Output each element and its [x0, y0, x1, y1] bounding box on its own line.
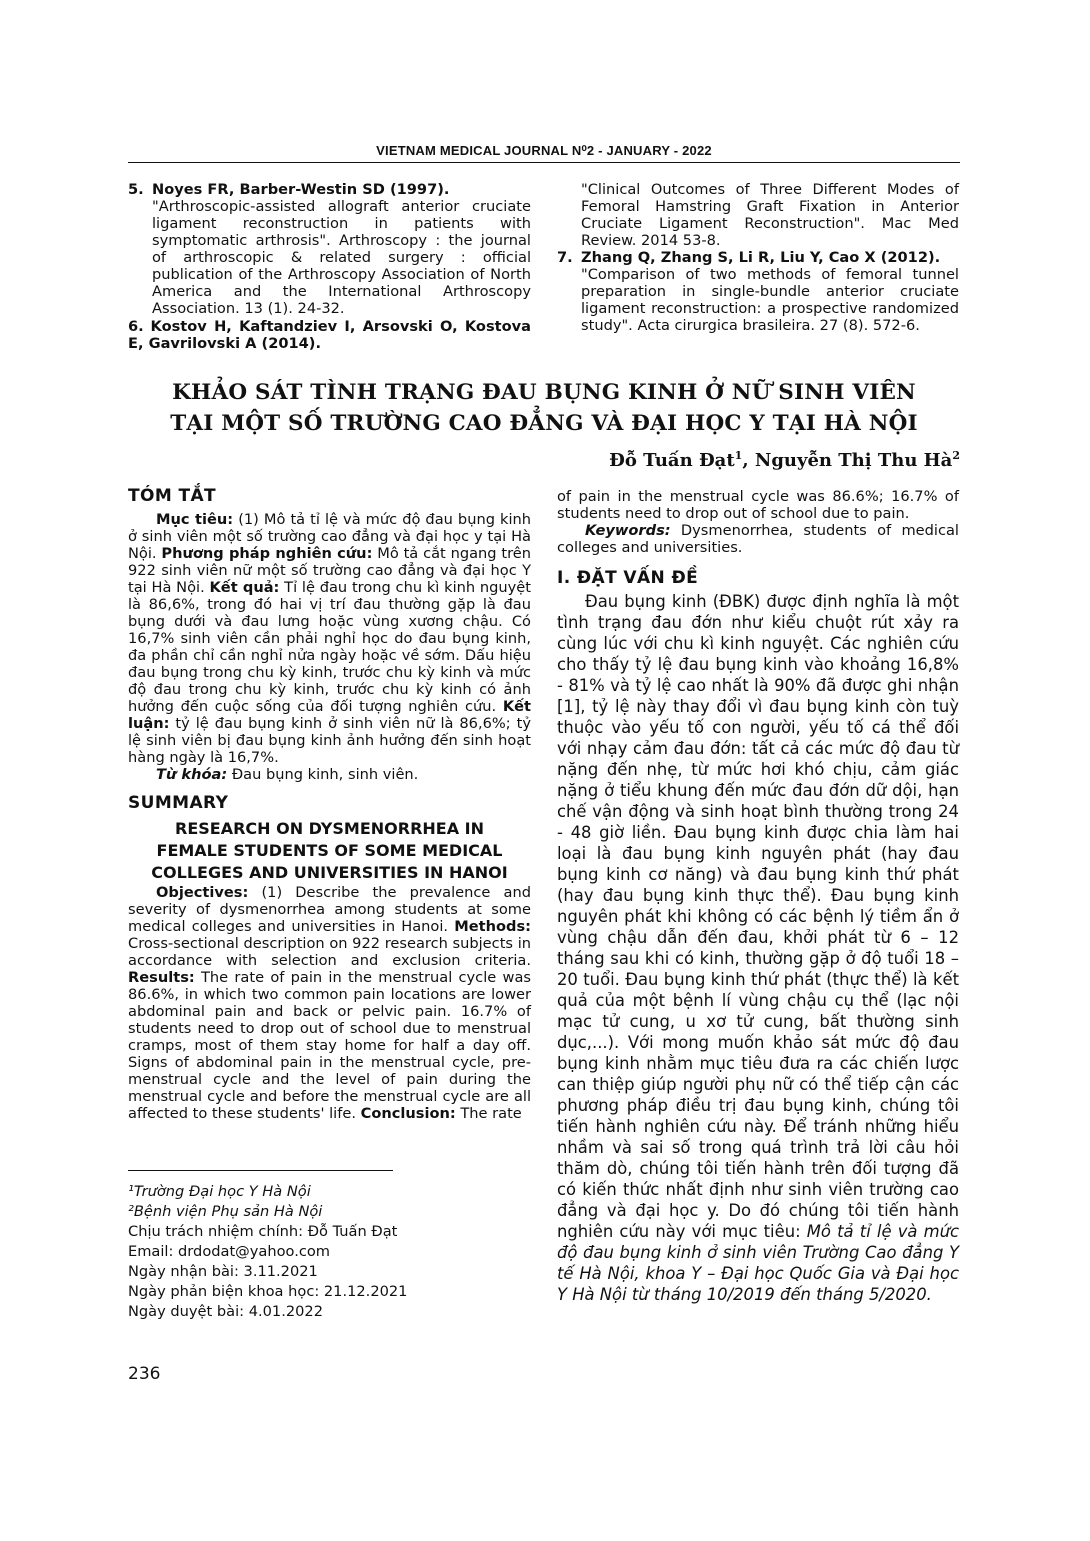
right-column [557, 488, 959, 1305]
footnote-rule [128, 1170, 393, 1171]
abstract-column [128, 488, 531, 1122]
article-title: KHẢO SÁT TÌNH TRẠNG ĐAU BỤNG KINH Ở NỮ SINH VIÊN TẠI MỘT SỐ TRƯỜNG CAO ĐẲNG VÀ ĐẠI HỌC Y TẠI HÀ NỘI [170, 380, 918, 436]
summary-heading: SUMMARY [128, 793, 229, 813]
tomtat-heading: TÓM TẮT [128, 486, 217, 506]
header-rule [128, 162, 960, 163]
intro-heading: I. ĐẶT VẤN ĐỀ [557, 568, 699, 588]
references-right [557, 181, 959, 334]
authors: Đỗ Tuấn Đạt$^1$, Nguyễn Thị Thu $Hà^2$ [609, 449, 960, 471]
summary-keywords: Keywords: Dysmenorrhea, students of medical colleges and universities. [557, 522, 959, 556]
page-number: 236 [128, 1364, 161, 1384]
footnotes: ¹Trường Đại học Y Hà Nội ²Bệnh viện Phụ sản Hà Nội Chịu trách nhiệm chính: Đỗ Tuấn Đạt Email: drdodat@yahoo.com Ngày nhận bài: 3.11.2021 Ngày phản biện khoa học: 21.12.2021 Ngày duyệt bài: 4.01.2022 [128, 1183, 408, 1320]
reference-7: 7. Zhang Q, Zhang S, Li R, Liu Y, Cao X (2012). "Comparison of two methods of femoral tunnel preparation in single-bundle anterior cruciate ligament reconstruction: a prospective randomized study". Acta cirurgica brasileira. 27 (8). 572-6. [557, 249, 959, 334]
reference-6-authors: Kostov H, Kaftandziev I, Arsovski O, Kostova E, Gavrilovski A (2014). [128, 318, 532, 352]
reference-5: 5. Noyes FR, Barber-Westin SD (1997). "Arthroscopic-assisted allograft anterior cruciate ligament reconstruction in patients with symptomatic arthrosis". Arthroscopy : the journal of arthroscopic & related surgery : official publication of the Arthroscopy Association of North America and the International Arthroscopy Association. 13 (1). 24-32. [128, 181, 531, 317]
tomtat-body: Mục tiêu: (1) Mô tả tỉ lệ và mức độ đau bụng kinh ở sinh viên một số trường cao đẳng và đại học y tại Hà Nội. Phương pháp nghiên cứu: Mô tả cắt ngang trên 922 sinh viên nữ một số trường cao đẳng và đại học Y tại Hà Nội. Kết quả: Tỉ lệ đau trong chu kì kinh nguyệt là 86,6%, trong đó hai vị trí đau thường gặp là đau bụng dưới và đau lưng hoặc vùng xương chậu. Có 16,7% sinh viên cần phải nghỉ học do đau bụng kinh, đa phần chỉ cần nghỉ nửa ngày hoặc về sớm. Dấu hiệu đau bụng trong chu kỳ kinh, trước chu kỳ kinh và mức độ đau trong chu kỳ kinh, trước chu kỳ kinh có ảnh hưởng đến cuộc sống của đối tượng nghiên cứu. Kết luận: tỷ lệ đau bụng kinh ở sinh viên nữ là 86,6%; tỷ lệ sinh viên bị đau bụng kinh ảnh hưởng đến sinh hoạt hàng ngày là 16,7%. [128, 511, 531, 766]
summary-continued: of pain in the menstrual cycle was 86.6%; 16.7% of students need to drop out of school due to pain. [557, 488, 959, 522]
reference-6: 6. Kostov H, Kaftandziev I, Arsovski O, Kostova E, Gavrilovski A (2014). [128, 318, 532, 352]
journal-header: VIETNAM MEDICAL JOURNAL N⁰2 - JANUARY - 2022 [376, 143, 712, 158]
tomtat-keywords: Từ khóa: Đau bụng kinh, sinh viên. [156, 766, 419, 783]
summary-title: RESEARCH ON DYSMENORRHEA IN FEMALE STUDENTS OF SOME MEDICAL COLLEGES AND UNIVERSITIES IN HANOI [151, 819, 508, 882]
summary-body: Objectives: (1) Describe the prevalence and severity of dysmenorrhea among students at some medical colleges and universities in Hanoi. Methods: Cross-sectional description on 922 research subjects in accordance with selection and exclusion criteria. Results: The rate of pain in the menstrual cycle was 86.6%, in which two common pain locations are lower abdominal pain and back or pelvic pain. 16.7% of students need to drop out of school due to menstrual cramps, most of them stay home for half a day off. Signs of abdominal pain in the menstrual cycle, pre-menstrual cycle and the level of pain during the menstrual cycle and before the menstrual cycle are all affected to these students' life. Conclusion: The rate [128, 884, 531, 1122]
references-left [128, 181, 531, 352]
reference-6-body: "Clinical Outcomes of Three Different Modes of Femoral Hamstring Graft Fixation in Anterior Cruciate Ligament Reconstruction". Mac Med Review. 2014 53-8. [581, 181, 959, 249]
intro-body: Đau bụng kinh (ĐBK) được định nghĩa là một tình trạng đau đớn như kiểu chuột rút xảy ra cùng lúc với chu kì kinh nguyệt. Các nghiên cứu cho thấy tỷ lệ đau bụng kinh vào khoảng 16,8% - 81% và tỷ lệ cao nhất là 90% đã được ghi nhận [1], tỷ lệ này thay đổi vì đau bụng kinh còn tuỳ thuộc vào yếu tố con người, yếu tố cá thể đối với nhạy cảm đau đớn: tất cả các mức độ đau từ nặng đến nhẹ, từ mức hơi khó chịu, cảm giác nặng ở tiểu khung đến mức đau đớn dữ dội, hạn chế vận động và sinh hoạt bình thường trong 24 - 48 giờ liền. Đau bụng kinh được chia làm hai loại là đau bụng kinh nguyên phát (hay đau bụng kinh cơ năng) và đau bụng kinh thứ phát (hay đau bụng kinh thực thể). Đau bụng kinh nguyên phát khi không có các bệnh lý tiềm ẩn ở vùng chậu dẫn đến đau, khởi phát từ 6 – 12 tháng sau khi có kinh, thường gặp ở độ tuổi 18 – 20 tuổi. Đau bụng kinh thứ phát (thực thể) là kết quả của một bệnh lí vùng chậu cụ thể (lạc nội mạc tử cung, u xơ tử cung, bất thường sinh dục,...). Với mong muốn khảo sát mức độ đau bụng kinh nhằm mục tiêu đưa ra các chiến lược can thiệp giúp người phụ nữ có thể tiếp cận các phương pháp điều trị đau bụng kinh, chúng tôi tiến hành nghiên cứu này. Để tránh những hiểu nhầm và sai số trong quá trình trả lời câu hỏi thăm dò, chúng tôi tiến hành trên đối tượng đã có kiến thức nhất định như sinh viên trường cao đẳng và đại học y. Do đó chúng tôi tiến hành nghiên cứu này với mục tiêu: Mô tả tỉ lệ và mức độ đau bụng kinh ở sinh viên Trường Cao đẳng Y tế Hà Nội, khoa Y – Đại học Quốc Gia và Đại học Y Hà Nội từ tháng 10/2019 đến tháng 5/2020. [557, 592, 960, 1304]
